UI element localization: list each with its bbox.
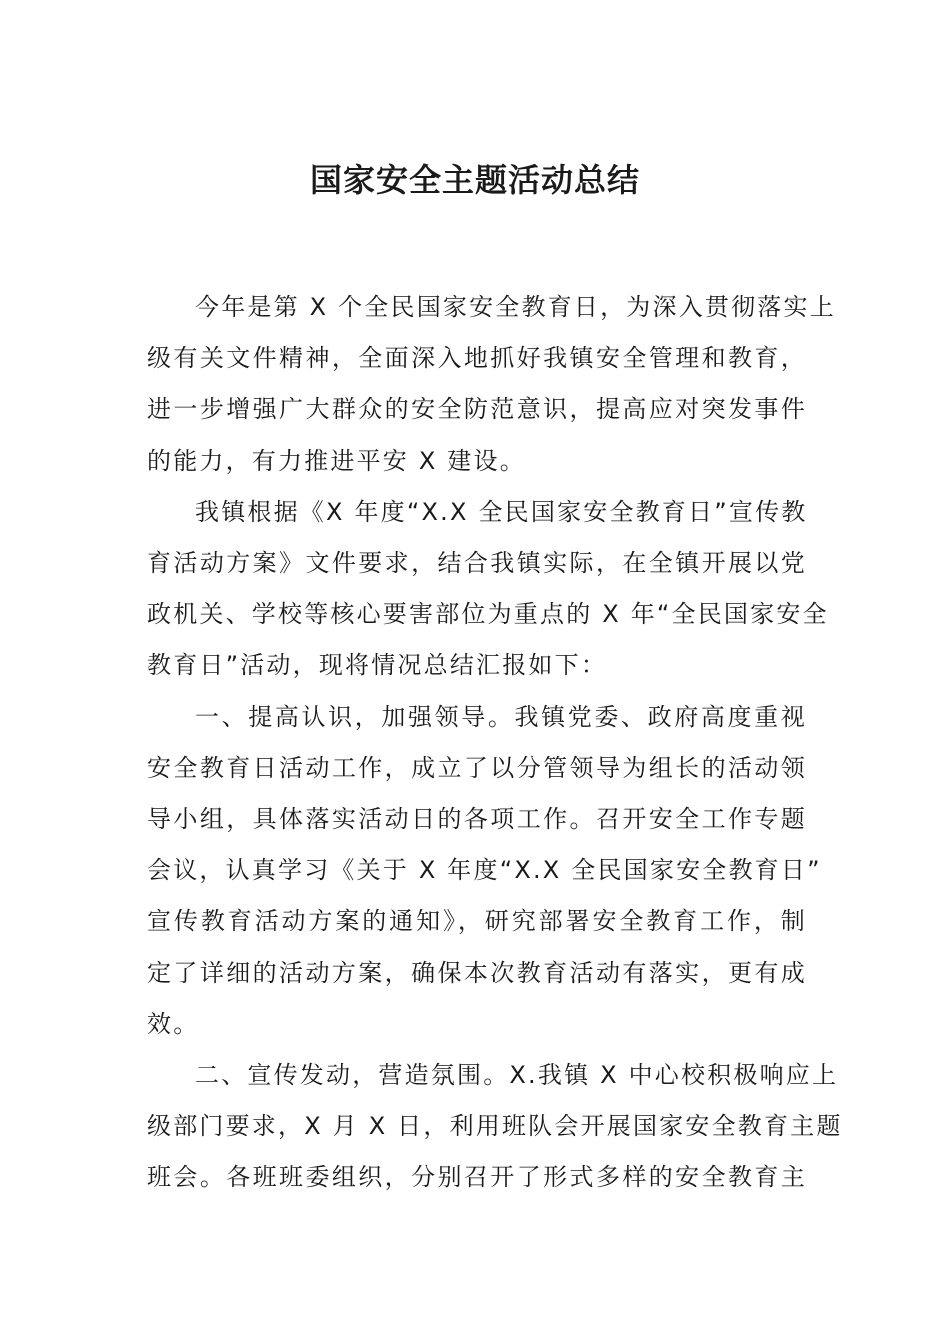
document-body [147,282,843,1204]
document-title: 国家安全主题活动总结 [309,161,640,199]
text-line: 育活动方案》文件要求，结合我镇实际，在全镇开展以党 [147,549,807,578]
paragraph-1 [147,282,836,487]
text-line: 级有关文件精神，全面深入地抓好我镇安全管理和教育， [147,344,807,373]
text-line: 导小组，具体落实活动日的各项工作。召开安全工作专题 [147,805,807,834]
text-line: 二、宣传发动，营造氛围。X.我镇 X 中心校积极响应上 [195,1061,839,1090]
text-line: 安全教育日活动工作，成立了以分管领导为组长的活动领 [147,753,807,782]
text-line: 教育日”活动，现将情况总结汇报如下： [147,651,608,680]
text-line: 宣传教育活动方案的通知》，研究部署安全教育工作，制 [147,907,807,936]
text-line: 班会。各班班委组织，分别召开了形式多样的安全教育主 [147,1163,807,1192]
text-line: 一、提高认识，加强领导。我镇党委、政府高度重视 [195,702,807,731]
text-line: 效。 [147,1009,200,1038]
text-line: 进一步增强广大群众的安全防范意识，提高应对突发事件 [147,395,807,424]
text-line: 级部门要求，X 月 X 日，利用班队会开展国家安全教育主题 [147,1112,843,1141]
text-line: 的能力，有力推进平安 X 建设。 [147,446,526,475]
paragraph-4 [147,1050,843,1204]
paragraph-3 [147,692,822,1050]
paragraph-2 [147,487,829,692]
text-line: 会议，认真学习《关于 X 年度“X.X 全民国家安全教育日” [147,856,822,885]
text-line: 定了详细的活动方案，确保本次教育活动有落实，更有成 [147,958,807,987]
text-line: 我镇根据《X 年度“X.X 全民国家安全教育日”宣传教 [195,497,808,526]
text-line: 政机关、学校等核心要害部位为重点的 X 年“全民国家安全 [147,600,829,629]
text-line: 今年是第 X 个全民国家安全教育日，为深入贯彻落实上 [195,293,836,321]
